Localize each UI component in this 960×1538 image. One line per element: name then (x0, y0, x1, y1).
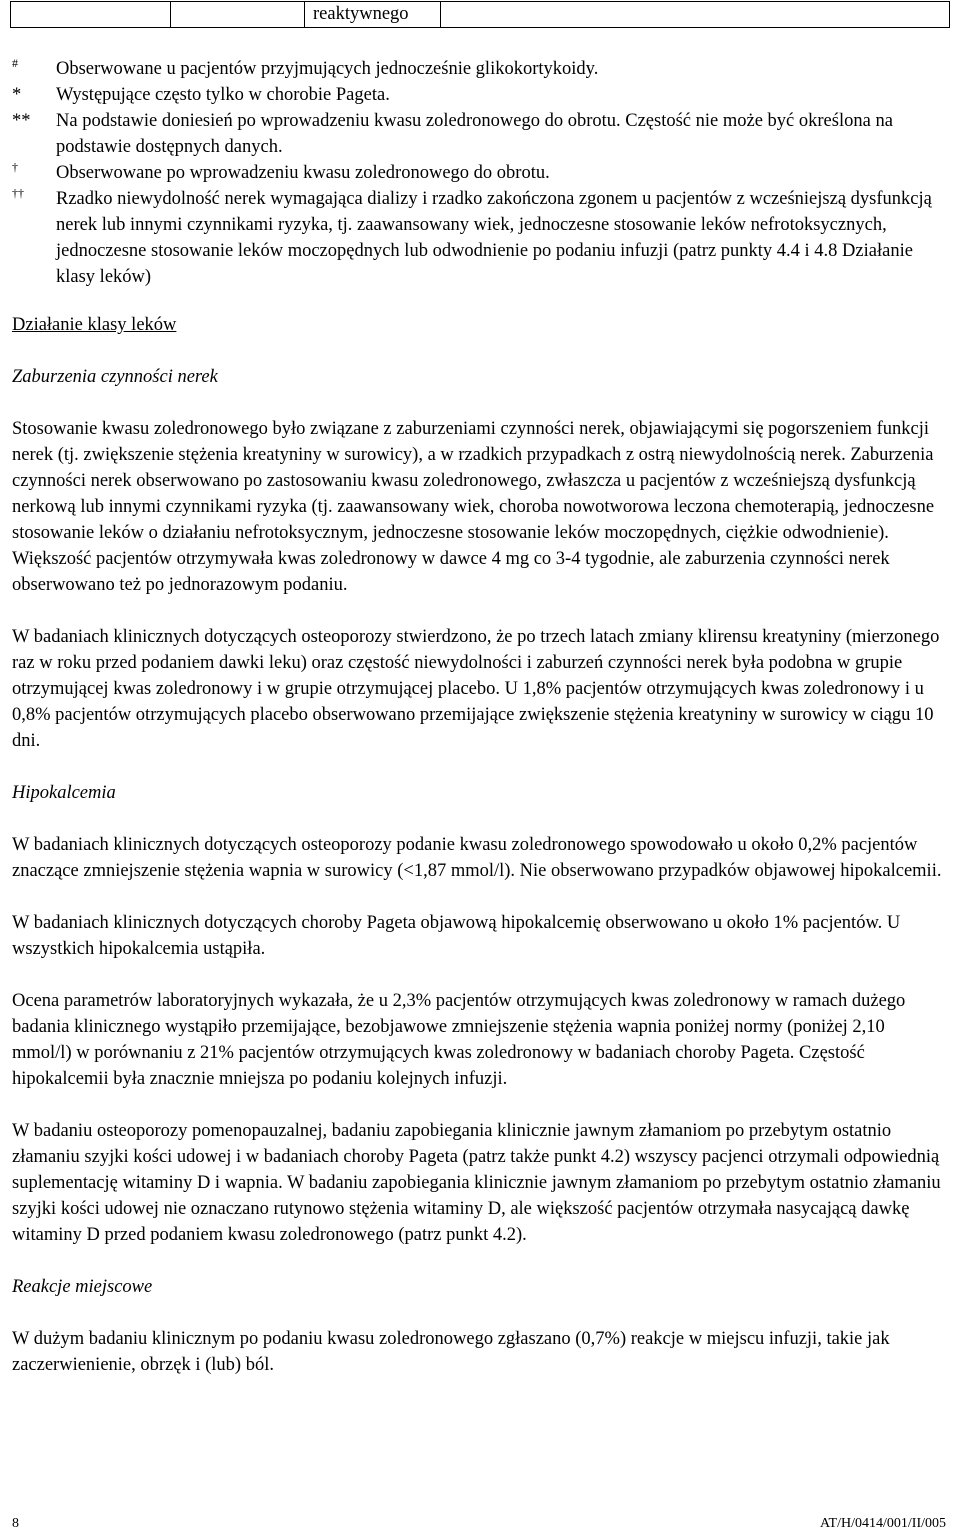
footnote (12, 108, 952, 160)
paragraph: W badaniach klinicznych dotyczących choroby Pageta objawową hipokalcemię obserwowano u około 1% pacjentów. U wszystkich hipokalcemia ustąpiła. (12, 913, 901, 959)
table-cell: reaktywnego (305, 2, 441, 28)
footnote-mark: ** (12, 111, 31, 131)
table-fragment (10, 1, 950, 28)
table-cell (441, 2, 950, 28)
paragraph: W dużym badaniu klinicznym po podaniu kwasu zoledronowego zgłaszano (0,7%) reakcje w miejscu infuzji, takie jak zaczerwienienie, obrzęk i (lub) ból. (12, 1329, 890, 1375)
footnote (12, 56, 952, 82)
subsection-heading: Reakcje miejscowe (12, 1277, 153, 1297)
table-cell (171, 2, 305, 28)
footnote-text: Występujące często tylko w chorobie Pageta. (56, 85, 390, 105)
footnote (12, 82, 952, 108)
paragraph: W badaniach klinicznych dotyczących osteoporozy podanie kwasu zoledronowego spowodowało u około 0,2% pacjentów znaczące zmniejszenie stężenia wapnia w surowicy (<1,87 mmol/l). Nie obserwowano przypadków objawowej hipokalcemii. (12, 835, 942, 881)
document-reference: AT/H/0414/001/II/005 (820, 1516, 946, 1531)
page-number: 8 (12, 1516, 19, 1531)
footnote-mark: † (12, 160, 18, 174)
footnotes (12, 56, 952, 290)
footnote (12, 186, 952, 290)
paragraph: Stosowanie kwasu zoledronowego było związane z zaburzeniami czynności nerek, objawiającymi się pogorszeniem funkcji nerek (tj. zwiększenie stężenia kreatyniny w surowicy), a w rzadkich przypadkach z ostrą niewydolnością nerek. Zaburzenia czynności nerek obserwowano po zastosowaniu kwasu zoledronowego, zwłaszcza u pacjentów z wcześniejszą dysfunkcją nerkową lub innymi czynnikami ryzyka (tj. zaawansowany wiek, choroba nowotworowa leczona chemoterapią, jednoczesne stosowanie leków o działaniu nefrotoksycznym, jednoczesne stosowanie leków moczopędnych, ciężkie odwodnienie). Większość pacjentów otrzymywała kwas zoledronowy w dawce 4 mg co 3-4 tygodnie, ale zaburzenia czynności nerek obserwowano też po jednorazowym podaniu. (12, 419, 935, 595)
footnote-mark: * (12, 85, 22, 105)
footnote-mark: # (12, 56, 18, 70)
subsection-heading: Hipokalcemia (12, 783, 116, 803)
footnote-mark: †† (12, 186, 24, 200)
paragraph: W badaniach klinicznych dotyczących osteoporozy stwierdzono, że po trzech latach zmiany klirensu kreatyniny (mierzonego raz w roku przed podaniem dawki leku) oraz częstość niewydolności i zaburzeń czynności nerek była podobna w grupie otrzymującej kwas zoledronowy i w grupie otrzymującej placebo. U 1,8% pacjentów otrzymujących kwas zoledronowy i u 0,8% pacjentów otrzymujących placebo obserwowano przemijające zwiększenie stężenia kreatyniny w surowicy w ciągu 10 dni. (12, 627, 940, 751)
footnote-text: Obserwowane po wprowadzeniu kwasu zoledronowego do obrotu. (56, 163, 550, 183)
subsection-heading: Zaburzenia czynności nerek (12, 367, 218, 387)
footnote-text: Obserwowane u pacjentów przyjmujących jednocześnie glikokortykoidy. (56, 59, 599, 79)
footnote-text: Rzadko niewydolność nerek wymagająca dializy i rzadko zakończona zgonem u pacjentów z wcześniejszą dysfunkcją nerek lub innymi czynnikami ryzyka, tj. zaawansowany wiek, jednoczesne stosowanie leków nefrotoksycznych, jednoczesne stosowanie leków moczopędnych lub odwodnienie po podaniu infuzji (patrz punkty 4.4 i 4.8 Działanie klasy leków) (56, 189, 932, 287)
section-title: Działanie klasy leków (12, 315, 177, 335)
footnote (12, 160, 952, 186)
paragraph: W badaniu osteoporozy pomenopauzalnej, badaniu zapobiegania klinicznie jawnym złamaniom po przebytym ostatnio złamaniu szyjki kości udowej i w badaniach choroby Pageta (patrz także punkt 4.2) wszyscy pacjenci otrzymali odpowiednią suplementację witaminy D i wapnia. W badaniu zapobiegania klinicznie jawnym złamaniom po przebytym ostatnio złamaniu szyjki kości udowej nie oznaczano rutynowo stężenia witaminy D, ale większość pacjentów otrzymała nasycającą dawkę witaminy D przed podaniem kwasu zoledronowego (patrz punkt 4.2). (12, 1121, 941, 1245)
table-row (11, 2, 950, 28)
table-cell (11, 2, 171, 28)
paragraph: Ocena parametrów laboratoryjnych wykazała, że u 2,3% pacjentów otrzymujących kwas zoledronowy w ramach dużego badania klinicznego wystąpiło przemijające, bezobjawowe zmniejszenie stężenia wapnia poniżej normy (poniżej 2,10 mmol/l) w porównaniu z 21% pacjentów otrzymujących kwas zoledronowy w badaniach choroby Pageta. Częstość hipokalcemii była znacznie mniejsza po podaniu kolejnych infuzji. (12, 991, 906, 1089)
main-content (12, 312, 948, 1404)
footnote-text: Na podstawie doniesień po wprowadzeniu kwasu zoledronowego do obrotu. Częstość nie może być określona na podstawie dostępnych danych. (56, 111, 893, 157)
